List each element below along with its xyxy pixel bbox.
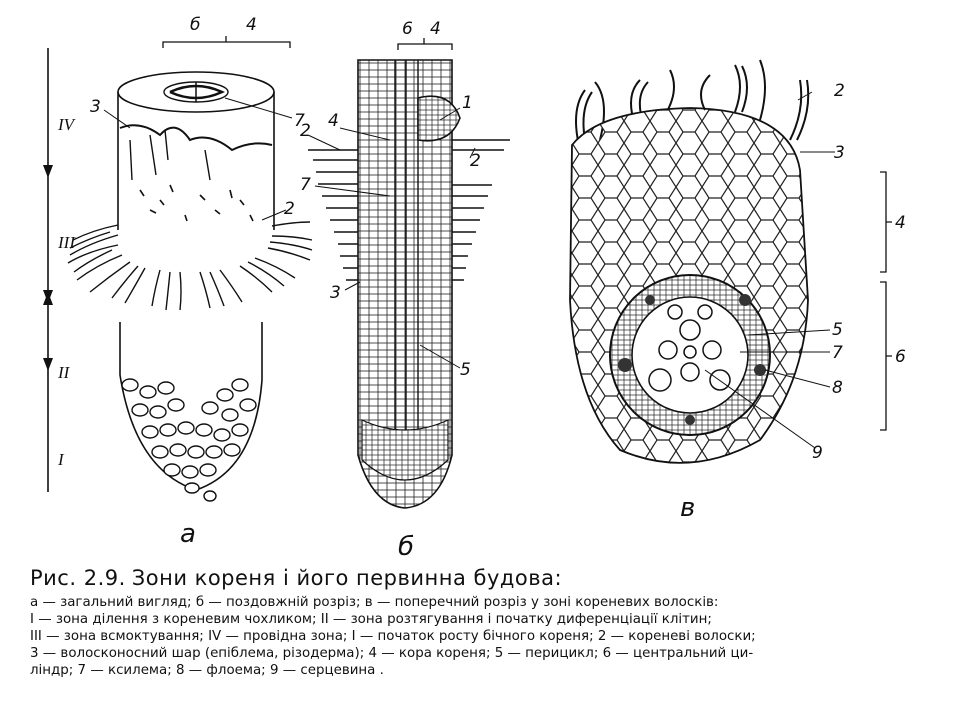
panel-v-label-7: 7 bbox=[832, 343, 843, 363]
panel-v-label-5: 5 bbox=[832, 320, 843, 340]
caption-line: ліндр; 7 — ксилема; 8 — флоема; 9 — серцевина . bbox=[30, 663, 384, 678]
caption-line: а — загальний вигляд; б — поздовжній розріз; в — поперечний розріз у зоні кореневих волосків: bbox=[30, 595, 719, 610]
panel-b-longitudinal-section bbox=[300, 19, 510, 562]
caption-line: ІІІ — зона всмоктування; ІV — провідна зона; І — початок росту бічного кореня; 2 — кореневі волоски; bbox=[30, 629, 756, 644]
panel-a-bracket-label-left: б bbox=[190, 15, 201, 35]
panel-v-label-3: 3 bbox=[834, 143, 845, 163]
panel-v-label-8: 8 bbox=[832, 378, 843, 398]
zone-label-ii: II bbox=[58, 363, 70, 382]
panel-a-letter: а bbox=[180, 519, 196, 549]
panel-b-bracket-label-left: 6 bbox=[402, 19, 413, 39]
panel-a-label-2: 2 bbox=[284, 199, 295, 219]
panel-a-label-3: 3 bbox=[90, 97, 101, 117]
panel-a-bracket-label-right: 4 bbox=[246, 15, 257, 35]
panel-b-label-3: 3 bbox=[330, 283, 341, 303]
figure-caption bbox=[30, 566, 935, 679]
panel-b-label-1: 1 bbox=[462, 93, 473, 113]
panel-b-label-4: 4 bbox=[328, 111, 339, 131]
panel-b-label-2-right: 2 bbox=[470, 151, 481, 171]
root-hair-zone bbox=[68, 222, 312, 310]
panel-v-label-2: 2 bbox=[834, 81, 845, 101]
panel-b-label-5: 5 bbox=[460, 360, 471, 380]
figure-number: Рис. 2.9. bbox=[30, 566, 126, 590]
panel-v-label-9: 9 bbox=[812, 443, 823, 463]
zone-label-i: I bbox=[58, 450, 64, 469]
panel-b-label-7: 7 bbox=[300, 175, 311, 195]
panel-b-bracket-label-right: 4 bbox=[430, 19, 441, 39]
panel-v-label-6: 6 bbox=[895, 347, 906, 367]
caption-line: І — зона ділення з кореневим чохликом; ІІ — зона розтягування і початку диференціації клітин; bbox=[30, 612, 712, 627]
figure-title-text: Зони кореня і його первинна будова: bbox=[131, 566, 563, 590]
panel-b-label-2-left: 2 bbox=[300, 121, 311, 141]
panel-b-letter: б bbox=[398, 532, 415, 562]
figure-title bbox=[30, 566, 935, 590]
panel-a-general-view bbox=[68, 15, 312, 549]
zone-label-iv: IV bbox=[58, 115, 75, 134]
caption-line: 3 — волосконосний шар (епіблема, різодерма); 4 — кора кореня; 5 — перицикл; 6 — центральний ци- bbox=[30, 646, 754, 661]
panel-v-cross-section bbox=[570, 60, 906, 523]
panel-v-letter: в bbox=[680, 493, 696, 523]
panel-v-label-4: 4 bbox=[895, 213, 906, 233]
zone-axis bbox=[43, 48, 77, 492]
zone-label-iii: III bbox=[58, 233, 75, 252]
panel-a-label-7: 7 bbox=[294, 111, 305, 131]
